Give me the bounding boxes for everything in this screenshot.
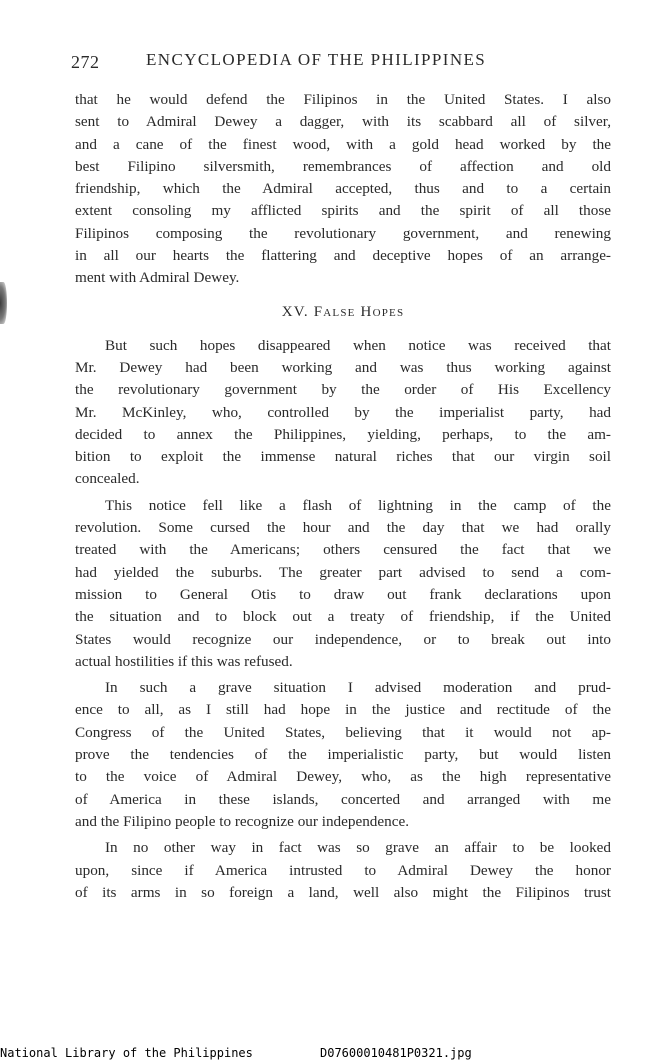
text-line: upon, since if America intrusted to Admiral Dewey the honor xyxy=(75,861,611,879)
text-line: actual hostilities if this was refused. xyxy=(75,652,293,670)
text-line: of America in these islands, concerted and arranged with me xyxy=(75,790,611,808)
scan-file-id: D07600010481P0321.jpg xyxy=(320,1046,472,1060)
text-line: and a cane of the finest wood, with a gold head worked by the xyxy=(75,135,611,153)
text-line: prove the tendencies of the imperialistic party, but would listen xyxy=(75,746,611,764)
paragraph xyxy=(75,495,611,673)
text-line: concealed. xyxy=(75,470,140,488)
running-title: ENCYCLOPEDIA OF THE PHILIPPINES xyxy=(146,50,487,69)
text-line: best Filipino silversmith, remembrances of affection and old xyxy=(75,157,611,175)
page-number: 272 xyxy=(71,52,100,72)
paragraph xyxy=(75,837,611,904)
paragraph xyxy=(75,677,611,833)
library-credit: National Library of the Philippines xyxy=(0,1046,253,1060)
section-heading: XV. False Hopes xyxy=(281,303,405,320)
text-line: In such a grave situation I advised moderation and prud- xyxy=(105,679,611,697)
text-line: ence to all, as I still had hope in the justice and rectitude of the xyxy=(75,701,611,719)
text-line: and the Filipino people to recognize our independence. xyxy=(75,812,410,830)
text-line: of its arms in so foreign a land, well also might the Filipinos trust xyxy=(75,883,611,901)
text-line: sent to Admiral Dewey a dagger, with its scabbard all of silver, xyxy=(75,113,611,131)
text-line: ment with Admiral Dewey. xyxy=(75,269,240,287)
text-line: In no other way in fact was so grave an affair to be looked xyxy=(105,839,611,857)
text-line: States would recognize our independence, or to break out into xyxy=(75,630,611,648)
scan-footer xyxy=(0,1046,648,1062)
text-line: in all our hearts the flattering and deceptive hopes of an arrange- xyxy=(75,247,611,265)
text-line: that he would defend the Filipinos in the United States. I also xyxy=(75,91,611,108)
text-line: extent consoling my afflicted spirits and the spirit of all those xyxy=(75,202,611,220)
text-line: Mr. Dewey had been working and was thus working against xyxy=(75,358,611,376)
text-line: treated with the Americans; others censured the fact that we xyxy=(75,541,611,559)
text-line: But such hopes disappeared when notice was received that xyxy=(105,336,611,354)
paragraph xyxy=(75,89,611,290)
text-line: Mr. McKinley, who, controlled by the imperialist party, had xyxy=(75,403,611,421)
text-line: revolution. Some cursed the hour and the day that we had orally xyxy=(75,519,611,537)
text-line: friendship, which the Admiral accepted, thus and to a certain xyxy=(75,180,611,198)
running-head xyxy=(71,48,541,74)
text-line: the revolutionary government by the order of His Excellency xyxy=(75,381,611,399)
text-line: to the voice of Admiral Dewey, who, as the high representative xyxy=(75,768,611,786)
text-line: Filipinos composing the revolutionary government, and renewing xyxy=(75,224,611,242)
text-line: bition to exploit the immense natural riches that our virgin soil xyxy=(75,448,611,466)
paragraph xyxy=(75,335,611,491)
text-line: decided to annex the Philippines, yielding, perhaps, to the am- xyxy=(75,425,611,443)
page-edge-shadow xyxy=(0,282,7,324)
text-line: had yielded the suburbs. The greater part advised to send a com- xyxy=(75,563,611,581)
text-line: This notice fell like a flash of lightning in the camp of the xyxy=(105,496,611,514)
body-text xyxy=(75,89,611,904)
text-line: mission to General Otis to draw out frank declarations upon xyxy=(75,585,611,603)
text-line: Congress of the United States, believing that it would not ap- xyxy=(75,723,611,741)
text-line: the situation and to block out a treaty of friendship, if the United xyxy=(75,608,611,626)
